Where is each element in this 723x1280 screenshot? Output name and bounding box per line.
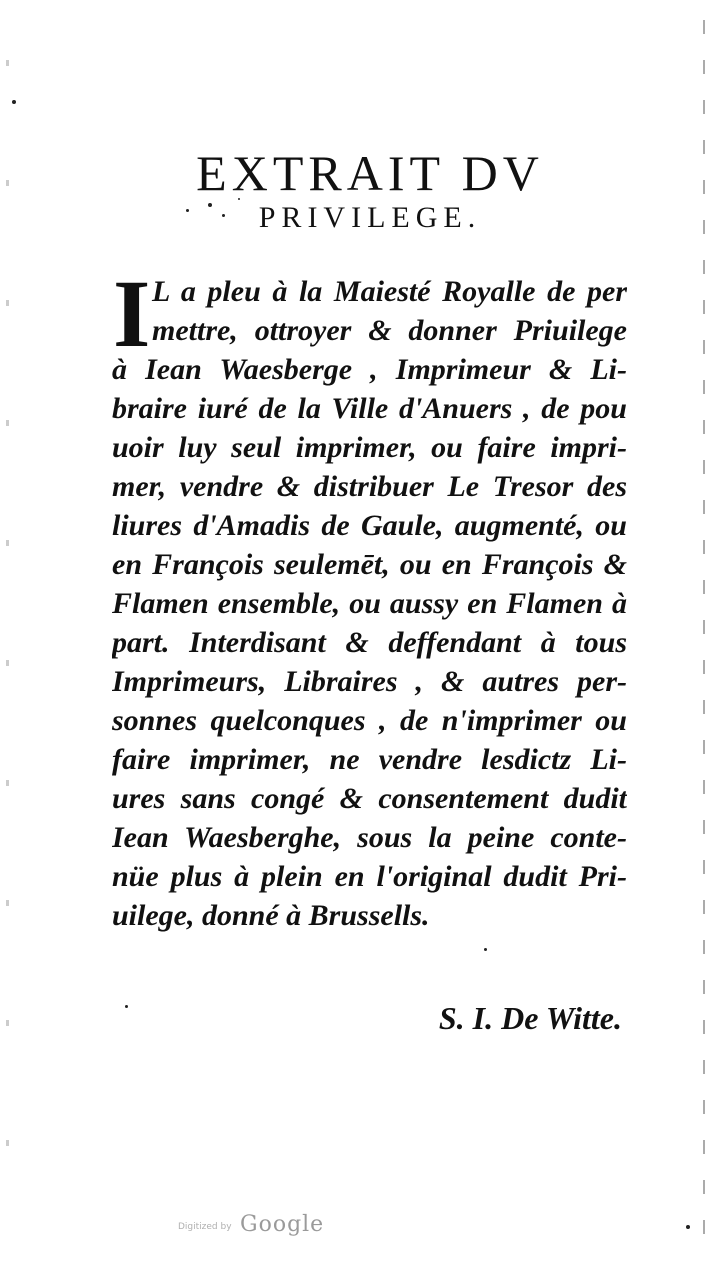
text-line: Iean Waesberghe, sous la peine conte- [112, 821, 627, 854]
text-line: à Iean Waesberge , Imprimeur & Li- [112, 353, 627, 386]
text-line: uilege, donné à Brussells. [112, 899, 430, 932]
text-line: nüe plus à plein en l'original dudit Pri- [112, 860, 627, 893]
text-line: L a pleu à la Maiesté Royalle de per [152, 275, 627, 308]
text-line: mer, vendre & distribuer Le Tresor des [112, 470, 627, 503]
text-line: Flamen ensemble, ou aussy en Flamen à [112, 587, 627, 620]
scan-edge-left [6, 60, 9, 1220]
text-line: part. Interdisant & deffendant à tous [112, 626, 627, 659]
page-title: EXTRAIT DV [196, 145, 544, 201]
ink-speck [125, 1005, 128, 1008]
watermark-logo: Google [240, 1212, 325, 1237]
privilege-text [112, 260, 627, 935]
ink-speck [12, 100, 16, 104]
watermark-caption: Digitized by [178, 1222, 232, 1232]
text-line: ures sans congé & consentement dudit [112, 782, 627, 815]
ink-speck [686, 1225, 690, 1229]
text-line: Imprimeurs, Libraires , & autres per- [112, 665, 627, 698]
scan-edge-right [703, 20, 705, 1250]
page-subtitle: PRIVILEGE. [258, 201, 482, 234]
text-line: sonnes quelconques , de n'imprimer ou [112, 704, 627, 737]
text-line: uoir luy seul imprimer, ou faire impri- [112, 431, 627, 464]
drop-cap: I [113, 260, 151, 367]
text-line: en François seulemēt, ou en François & [112, 548, 627, 581]
text-line: liures d'Amadis de Gaule, augmenté, ou [112, 509, 627, 542]
text-line: faire imprimer, ne vendre lesdictz Li- [112, 743, 627, 776]
signature: S. I. De Witte. [438, 1000, 622, 1036]
text-line: braire iuré de la Ville d'Anuers , de pou [112, 392, 627, 425]
text-line: mettre, ottroyer & donner Priuilege [152, 314, 627, 347]
ink-speck [484, 948, 487, 951]
